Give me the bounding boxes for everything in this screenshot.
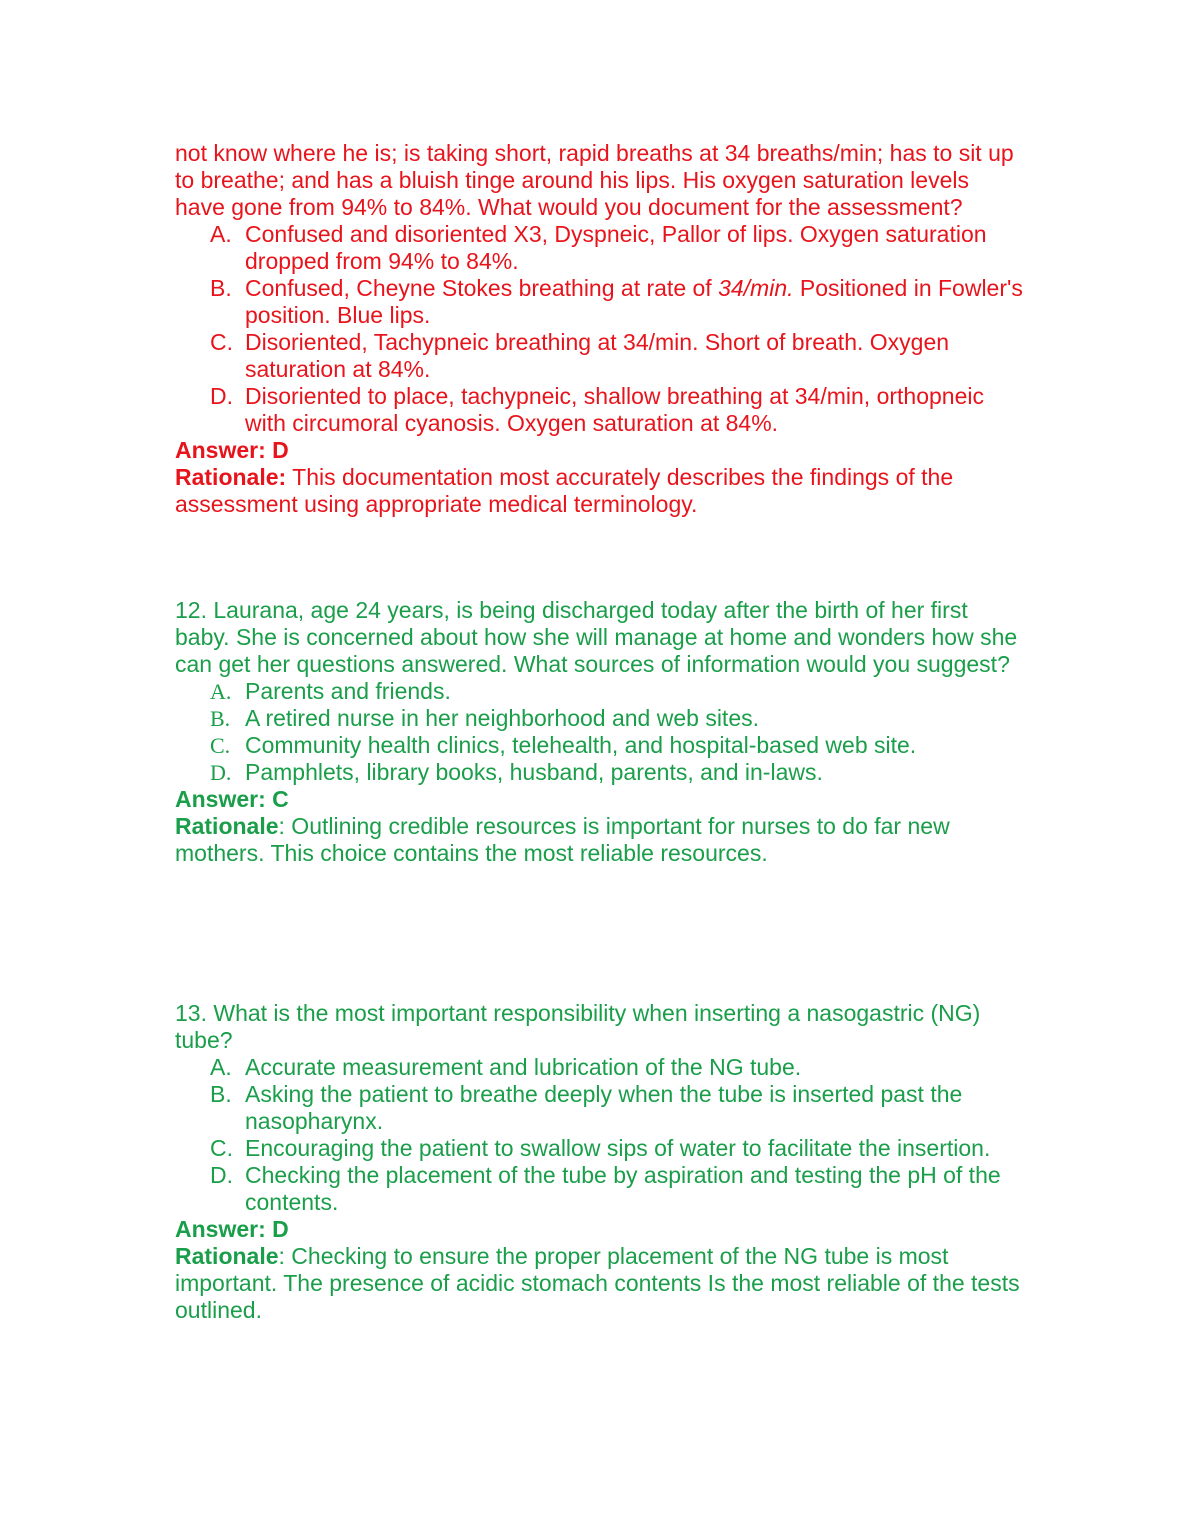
answer-text: Answer: D bbox=[175, 437, 289, 463]
question-stem: 13. What is the most important responsibility when inserting a nasogastric (NG) tube? bbox=[175, 1000, 981, 1053]
option-text: Disoriented, Tachypneic breathing at 34/min. Short of breath. Oxygen saturation at 84%. bbox=[245, 329, 950, 382]
option-text: Encouraging the patient to swallow sips of water to facilitate the insertion. bbox=[245, 1135, 991, 1161]
option-letter: A. bbox=[210, 679, 232, 704]
option-text: Parents and friends. bbox=[245, 678, 451, 704]
answer bbox=[175, 786, 1025, 813]
option-b bbox=[175, 275, 1025, 329]
option-letter: B. bbox=[210, 1081, 232, 1107]
option-text: Community health clinics, telehealth, and hospital-based web site. bbox=[245, 732, 917, 758]
rationale bbox=[175, 1243, 1025, 1324]
option-text-italic: 34/min. bbox=[718, 275, 794, 301]
rationale-label: Rationale bbox=[175, 813, 279, 839]
rationale bbox=[175, 464, 1025, 518]
rationale-label: Rationale: bbox=[175, 464, 287, 490]
option-text: Checking the placement of the tube by aspiration and testing the pH of the contents. bbox=[245, 1162, 1001, 1215]
option-letter: A. bbox=[210, 221, 232, 247]
option-d bbox=[175, 1162, 1025, 1216]
option-a bbox=[175, 678, 1025, 705]
option-text: Pamphlets, library books, husband, parents, and in-laws. bbox=[245, 759, 823, 785]
rationale-text: This documentation most accurately describes the findings of the assessment using appropriate medical terminology. bbox=[175, 464, 954, 517]
rationale-text: : Checking to ensure the proper placement of the NG tube is most important. The presence of acidic stomach contents Is the most reliable of the tests outlined. bbox=[175, 1243, 1020, 1323]
option-letter: B. bbox=[210, 706, 231, 731]
option-a bbox=[175, 1054, 1025, 1081]
answer-text: Answer: D bbox=[175, 1216, 289, 1242]
option-letter: C. bbox=[210, 1135, 233, 1161]
option-d bbox=[175, 759, 1025, 786]
option-letter: D. bbox=[210, 383, 233, 409]
option-list bbox=[175, 678, 1025, 786]
option-letter: C. bbox=[210, 733, 231, 758]
option-text: A retired nurse in her neighborhood and web sites. bbox=[245, 705, 759, 731]
answer bbox=[175, 1216, 1025, 1243]
option-b bbox=[175, 1081, 1025, 1135]
option-text: Asking the patient to breathe deeply when the tube is inserted past the nasopharynx. bbox=[245, 1081, 963, 1134]
option-list bbox=[175, 1054, 1025, 1216]
option-text: Confused and disoriented X3, Dyspneic, Pallor of lips. Oxygen saturation dropped from 94% to 84%. bbox=[245, 221, 987, 274]
question-11 bbox=[175, 140, 1025, 518]
option-text-end: Positioned in Fowler's position. Blue lips. bbox=[245, 275, 1023, 328]
option-letter: B. bbox=[210, 275, 232, 301]
option-text: Disoriented to place, tachypneic, shallow breathing at 34/min, orthopneic with circumoral cyanosis. Oxygen saturation at 84%. bbox=[245, 383, 984, 436]
option-c bbox=[175, 1135, 1025, 1162]
answer bbox=[175, 437, 1025, 464]
rationale-label: Rationale bbox=[175, 1243, 279, 1269]
option-text-start: Confused, Cheyne Stokes breathing at rate of bbox=[245, 275, 719, 301]
option-letter: D. bbox=[210, 760, 232, 785]
option-list bbox=[175, 221, 1025, 437]
question-13 bbox=[175, 1000, 1025, 1324]
option-letter: D. bbox=[210, 1162, 233, 1188]
option-text: Accurate measurement and lubrication of the NG tube. bbox=[245, 1054, 802, 1080]
question-stem: not know where he is; is taking short, rapid breaths at 34 breaths/min; has to sit up to breathe; and has a bluish tinge around his lips. His oxygen saturation levels have gone from 94% to 84%. What would you document for the assessment? bbox=[175, 140, 1014, 220]
option-text bbox=[245, 275, 1023, 328]
question-stem: 12. Laurana, age 24 years, is being discharged today after the birth of her first baby. She is concerned about how she will manage at home and wonders how she can get her questions answered. What sources of information would you suggest? bbox=[175, 597, 1018, 677]
option-letter: A. bbox=[210, 1054, 232, 1080]
question-12 bbox=[175, 597, 1025, 867]
option-d bbox=[175, 383, 1025, 437]
option-letter: C. bbox=[210, 329, 233, 355]
option-a bbox=[175, 221, 1025, 275]
rationale-text: : Outlining credible resources is important for nurses to do far new mothers. This choice contains the most reliable resources. bbox=[175, 813, 950, 866]
option-c bbox=[175, 329, 1025, 383]
rationale bbox=[175, 813, 1025, 867]
option-c bbox=[175, 732, 1025, 759]
option-b bbox=[175, 705, 1025, 732]
answer-text: Answer: C bbox=[175, 786, 289, 812]
